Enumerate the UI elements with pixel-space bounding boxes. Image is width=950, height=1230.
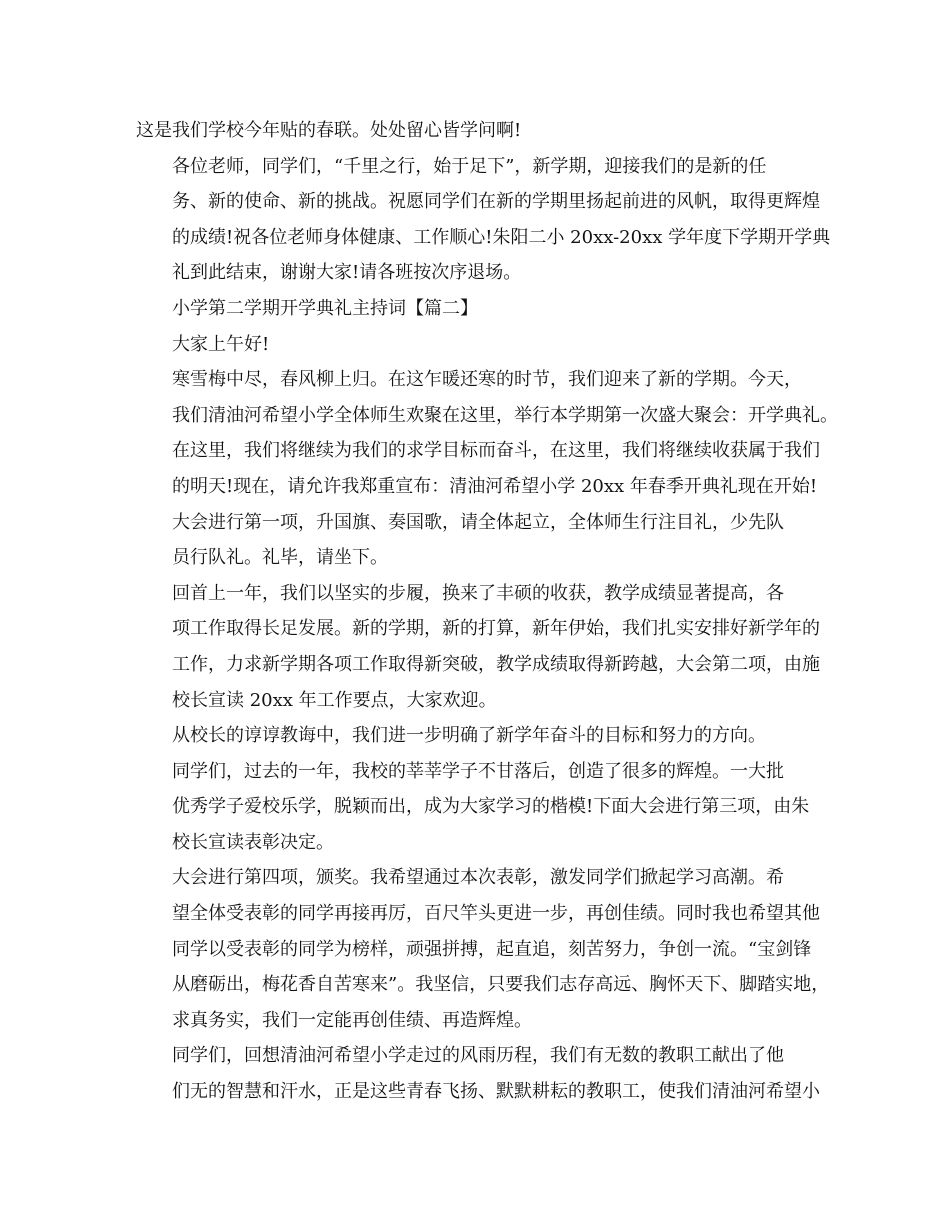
- paragraph: [136, 291, 816, 327]
- text-line: 同学们，回想清油河希望小学走过的风雨历程，我们有无数的教职工献出了他: [172, 1045, 784, 1067]
- text-line: 在这里，我们将继续为我们的求学目标而奋斗，在这里，我们将继续收获属于我们: [172, 440, 820, 462]
- text-line: 项工作取得长足发展。新的学期，新的打算，新年伊始，我们扎实安排好新学年的: [172, 618, 820, 640]
- paragraph: [136, 362, 838, 504]
- text-line: 大会进行第一项，升国旗、奏国歌，请全体起立，全体师生行注目礼，少先队: [172, 511, 784, 533]
- text-line: 望全体受表彰的同学再接再厉，百尺竿头更进一步，再创佳绩。同时我也希望其他: [172, 903, 820, 925]
- text-line: 员行队礼。礼毕，请坐下。: [172, 547, 388, 569]
- text-line: 从校长的谆谆教诲中，我们进一步明确了新学年奋斗的目标和努力的方向。: [172, 725, 766, 747]
- text-line: 务、新的使命、新的挑战。祝愿同学们在新的学期里扬起前进的风帆，取得更辉煌: [172, 191, 820, 213]
- document-body: [136, 113, 838, 1110]
- text-line: 校长宣读表彰决定。: [172, 831, 334, 853]
- text-line: 礼到此结束，谢谢大家!请各班按次序退场。: [172, 262, 522, 284]
- text-line: 们无的智慧和汗水，正是这些青春飞扬、默默耕耘的教职工，使我们清油河希望小: [172, 1081, 820, 1103]
- text-line: 求真务实，我们一定能再创佳绩、再造辉煌。: [172, 1009, 532, 1031]
- paragraph: [136, 327, 816, 363]
- text-line: 小学第二学期开学典礼主持词【篇二】: [172, 297, 478, 319]
- paragraph: [136, 576, 820, 718]
- text-line: 同学们，过去的一年，我校的莘莘学子不甘落后，创造了很多的辉煌。一大批: [172, 760, 784, 782]
- text-line: 优秀学子爱校乐学，脱颖而出，成为大家学习的楷模!下面大会进行第三项，由朱: [172, 796, 810, 818]
- paragraph: [136, 1038, 820, 1109]
- text-line: 工作，力求新学期各项工作取得新突破，教学成绩取得新跨越，大会第二项，由施: [172, 653, 820, 675]
- text-line: 同学以受表彰的同学为榜样，顽强拼搏，起直追，刻苦努力，争创一流。“宝剑锋: [172, 938, 812, 960]
- paragraph: [136, 149, 831, 291]
- text-line: 回首上一年，我们以坚实的步履，换来了丰硕的收获，教学成绩显著提高，各: [172, 582, 784, 604]
- paragraph: [136, 113, 816, 149]
- text-line: 的明天!现在，请允许我郑重宣布：清油河希望小学 20xx 年春季开典礼现在开始!: [172, 475, 818, 497]
- text-line: 校长宣读 20xx 年工作要点，大家欢迎。: [172, 689, 497, 711]
- text-line: 大会进行第四项，颁奖。我希望通过本次表彰，激发同学们掀起学习高潮。希: [172, 867, 784, 889]
- text-line: 的成绩!祝各位老师身体健康、工作顺心!朱阳二小 20xx-20xx 学年度下学期开学典: [172, 226, 831, 248]
- text-line: 我们清油河希望小学全体师生欢聚在这里，举行本学期第一次盛大聚会：开学典礼。: [172, 404, 838, 426]
- paragraph: [136, 505, 816, 576]
- text-line: 大家上午好!: [172, 333, 270, 355]
- paragraph: [136, 860, 830, 1038]
- paragraph: [136, 754, 816, 861]
- text-line: 寒雪梅中尽，春风柳上归。在这乍暖还寒的时节，我们迎来了新的学期。今天，: [172, 369, 802, 391]
- paragraph: [136, 718, 816, 754]
- text-line: 从磨砺出，梅花香自苦寒来”。我坚信，只要我们志存高远、胸怀天下、脚踏实地，: [172, 974, 830, 996]
- text-line: 各位老师，同学们，“千里之行，始于足下”，新学期，迎接我们的是新的任: [172, 155, 767, 177]
- text-line: 这是我们学校今年贴的春联。处处留心皆学问啊!: [136, 120, 522, 141]
